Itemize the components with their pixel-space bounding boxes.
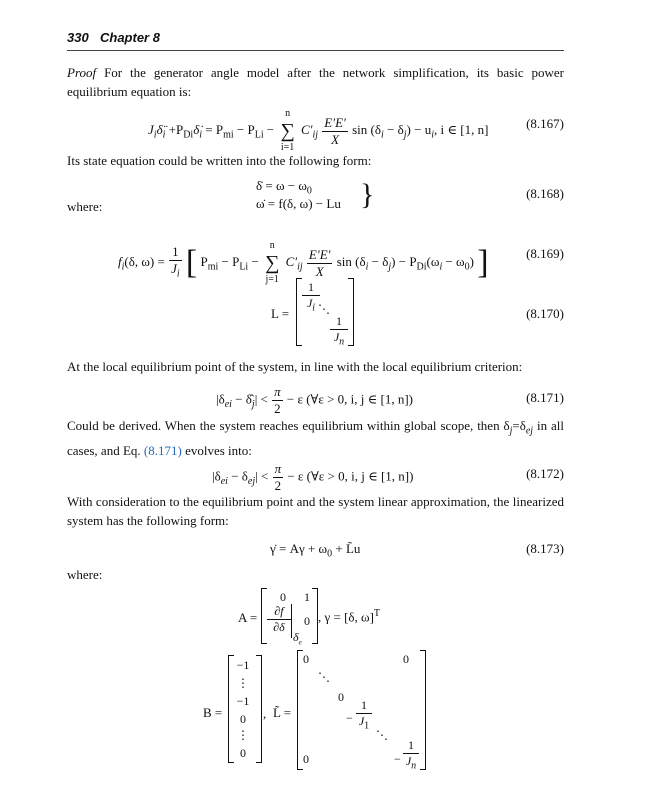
matrix-Ltilde-entry-j1: 1 $J_1$ — [356, 698, 372, 731]
equation-8-168-line2: ω̇ = f(δ, ω) − Lu — [256, 196, 341, 211]
equation-reference-8-171[interactable]: (8.171) — [143, 442, 182, 458]
page-number: 330 — [67, 30, 89, 45]
matrix-Ltilde-label: L̃ = — [273, 705, 292, 720]
matrix-B-entry-0: −1 — [236, 658, 250, 672]
matrix-B-right-bracket — [256, 655, 262, 763]
matrix-B-entry-1: ⋮ — [237, 676, 249, 690]
gamma-definition: , γ = [δ, ω]$^T$ — [318, 608, 381, 625]
matrix-A-entry-00: 0 — [280, 590, 286, 604]
matrix-A-entry-01: 1 — [304, 590, 310, 604]
paragraph-state-equation: Its state equation could be written into the following form: — [67, 153, 372, 168]
equation-8-168-brace: } — [360, 178, 375, 211]
matrix-Ltilde-dots-2: ⋱ — [376, 728, 388, 742]
equation-8-173: γ̇ = $A\gamma + \omega_0$ + L̃u — [270, 541, 361, 560]
equation-number-8-172: (8.172) — [526, 466, 564, 481]
matrix-L-dots: ⋱ — [318, 302, 330, 316]
paragraph-linearized: With consideration to the equilibrium point and the system linear approximation, the linearized system has the following form: — [67, 494, 564, 528]
equation-8-167: $J_i\deltä_i$ $+P_{Di}\deltȧ_i = P_{mi} - P_{Li}$ − n ∑ i=1 $C'_{ij}$ $\frac{E'E'}{X}$ $\sin (\delta_i - \delta_j) - u_i$, i ∈ [1, n] — [148, 108, 489, 153]
where-label-1: where: — [67, 199, 103, 214]
matrix-L-label: L = — [271, 306, 290, 321]
matrix-B-comma: , — [263, 706, 267, 721]
matrix-A-eval-sub: $\delta_e$ — [293, 630, 302, 647]
matrix-Ltilde-minus-1: − — [346, 711, 353, 725]
equation-number-8-171: (8.171) — [526, 390, 564, 405]
matrix-Ltilde-dots-1: ⋱ — [318, 670, 330, 684]
matrix-L-right-bracket — [348, 278, 354, 346]
paragraph-local-equilibrium: At the local equilibrium point of the system, in line with the local equilibrium criterion: — [67, 359, 523, 374]
matrix-A-entry-11: 0 — [304, 614, 310, 628]
equation-8-169: $f_i(\delta$, ω) = $\frac{1}{J_i}$ [ $P_{mi} - P_{Li}$ − n ∑ j=1 $C'_{ij}$ $\frac{E'E'}{X}$ $\sin (\delta_i - \delta_j) - P_{Di}(\omega_i - \omega_0)$ ] — [118, 240, 489, 285]
equation-number-8-167: (8.167) — [526, 116, 564, 131]
matrix-L-top-entry: 1 $J_i$ — [302, 280, 320, 313]
matrix-Ltilde-zero-tl: 0 — [303, 652, 309, 666]
proof-label: Proof — [67, 65, 97, 80]
chapter-title: Chapter 8 — [100, 30, 160, 45]
matrix-B-entry-4: ⋮ — [237, 728, 249, 742]
matrix-B-label: B = — [203, 705, 223, 720]
matrix-Ltilde-zero-bl: 0 — [303, 752, 309, 766]
paragraph-global-equilibrium: Could be derived. When the system reaches equilibrium within global scope, then $\delta_j=\delta_{ej}$ in all cases, and Eq. (8.171) evolves into: — [67, 418, 564, 458]
header-rule — [67, 50, 564, 51]
matrix-A-label: A = — [238, 610, 258, 625]
matrix-B-entry-5: 0 — [240, 746, 246, 760]
equation-number-8-173: (8.173) — [526, 541, 564, 556]
matrix-Ltilde-right-bracket — [420, 650, 426, 770]
matrix-B-entry-2: −1 — [236, 694, 250, 708]
matrix-B-entry-3: 0 — [240, 712, 246, 726]
matrix-Ltilde-zero-tr: 0 — [403, 652, 409, 666]
equation-number-8-169: (8.169) — [526, 246, 564, 261]
where-label-2: where: — [67, 567, 103, 582]
equation-8-171: $|\delta_{ei}$ − $\deltâ_j|$ < $\frac{\pi}{2}$ − ε (∀ε > 0, i, j ∈ [1, n]) — [216, 384, 413, 416]
matrix-Ltilde-entry-jn: 1 $J_n$ — [403, 738, 419, 771]
matrix-Ltilde-zero-mid: 0 — [338, 690, 344, 704]
paragraph-proof-text: For the generator angle model after the network simplification, its basic power equilibrium equation is: — [67, 65, 565, 99]
equation-number-8-170: (8.170) — [526, 306, 564, 321]
equation-number-8-168: (8.168) — [526, 186, 564, 201]
equation-8-168-line1: δ̇ = $\omega - \omega_0$ — [256, 178, 312, 197]
paragraph-proof — [67, 63, 564, 101]
matrix-Ltilde-minus-2: − — [394, 752, 401, 766]
matrix-L-bottom-entry: 1 $J_n$ — [330, 314, 348, 347]
matrix-A-eval-bar — [291, 604, 292, 638]
matrix-A-entry-10: ∂f ∂δ — [267, 604, 291, 635]
equation-8-172: $|\delta_{ei} - \delta_{ej}|$ < $\frac{\pi}{2}$ − ε (∀ε > 0, i, j ∈ [1, n]) — [212, 461, 414, 493]
